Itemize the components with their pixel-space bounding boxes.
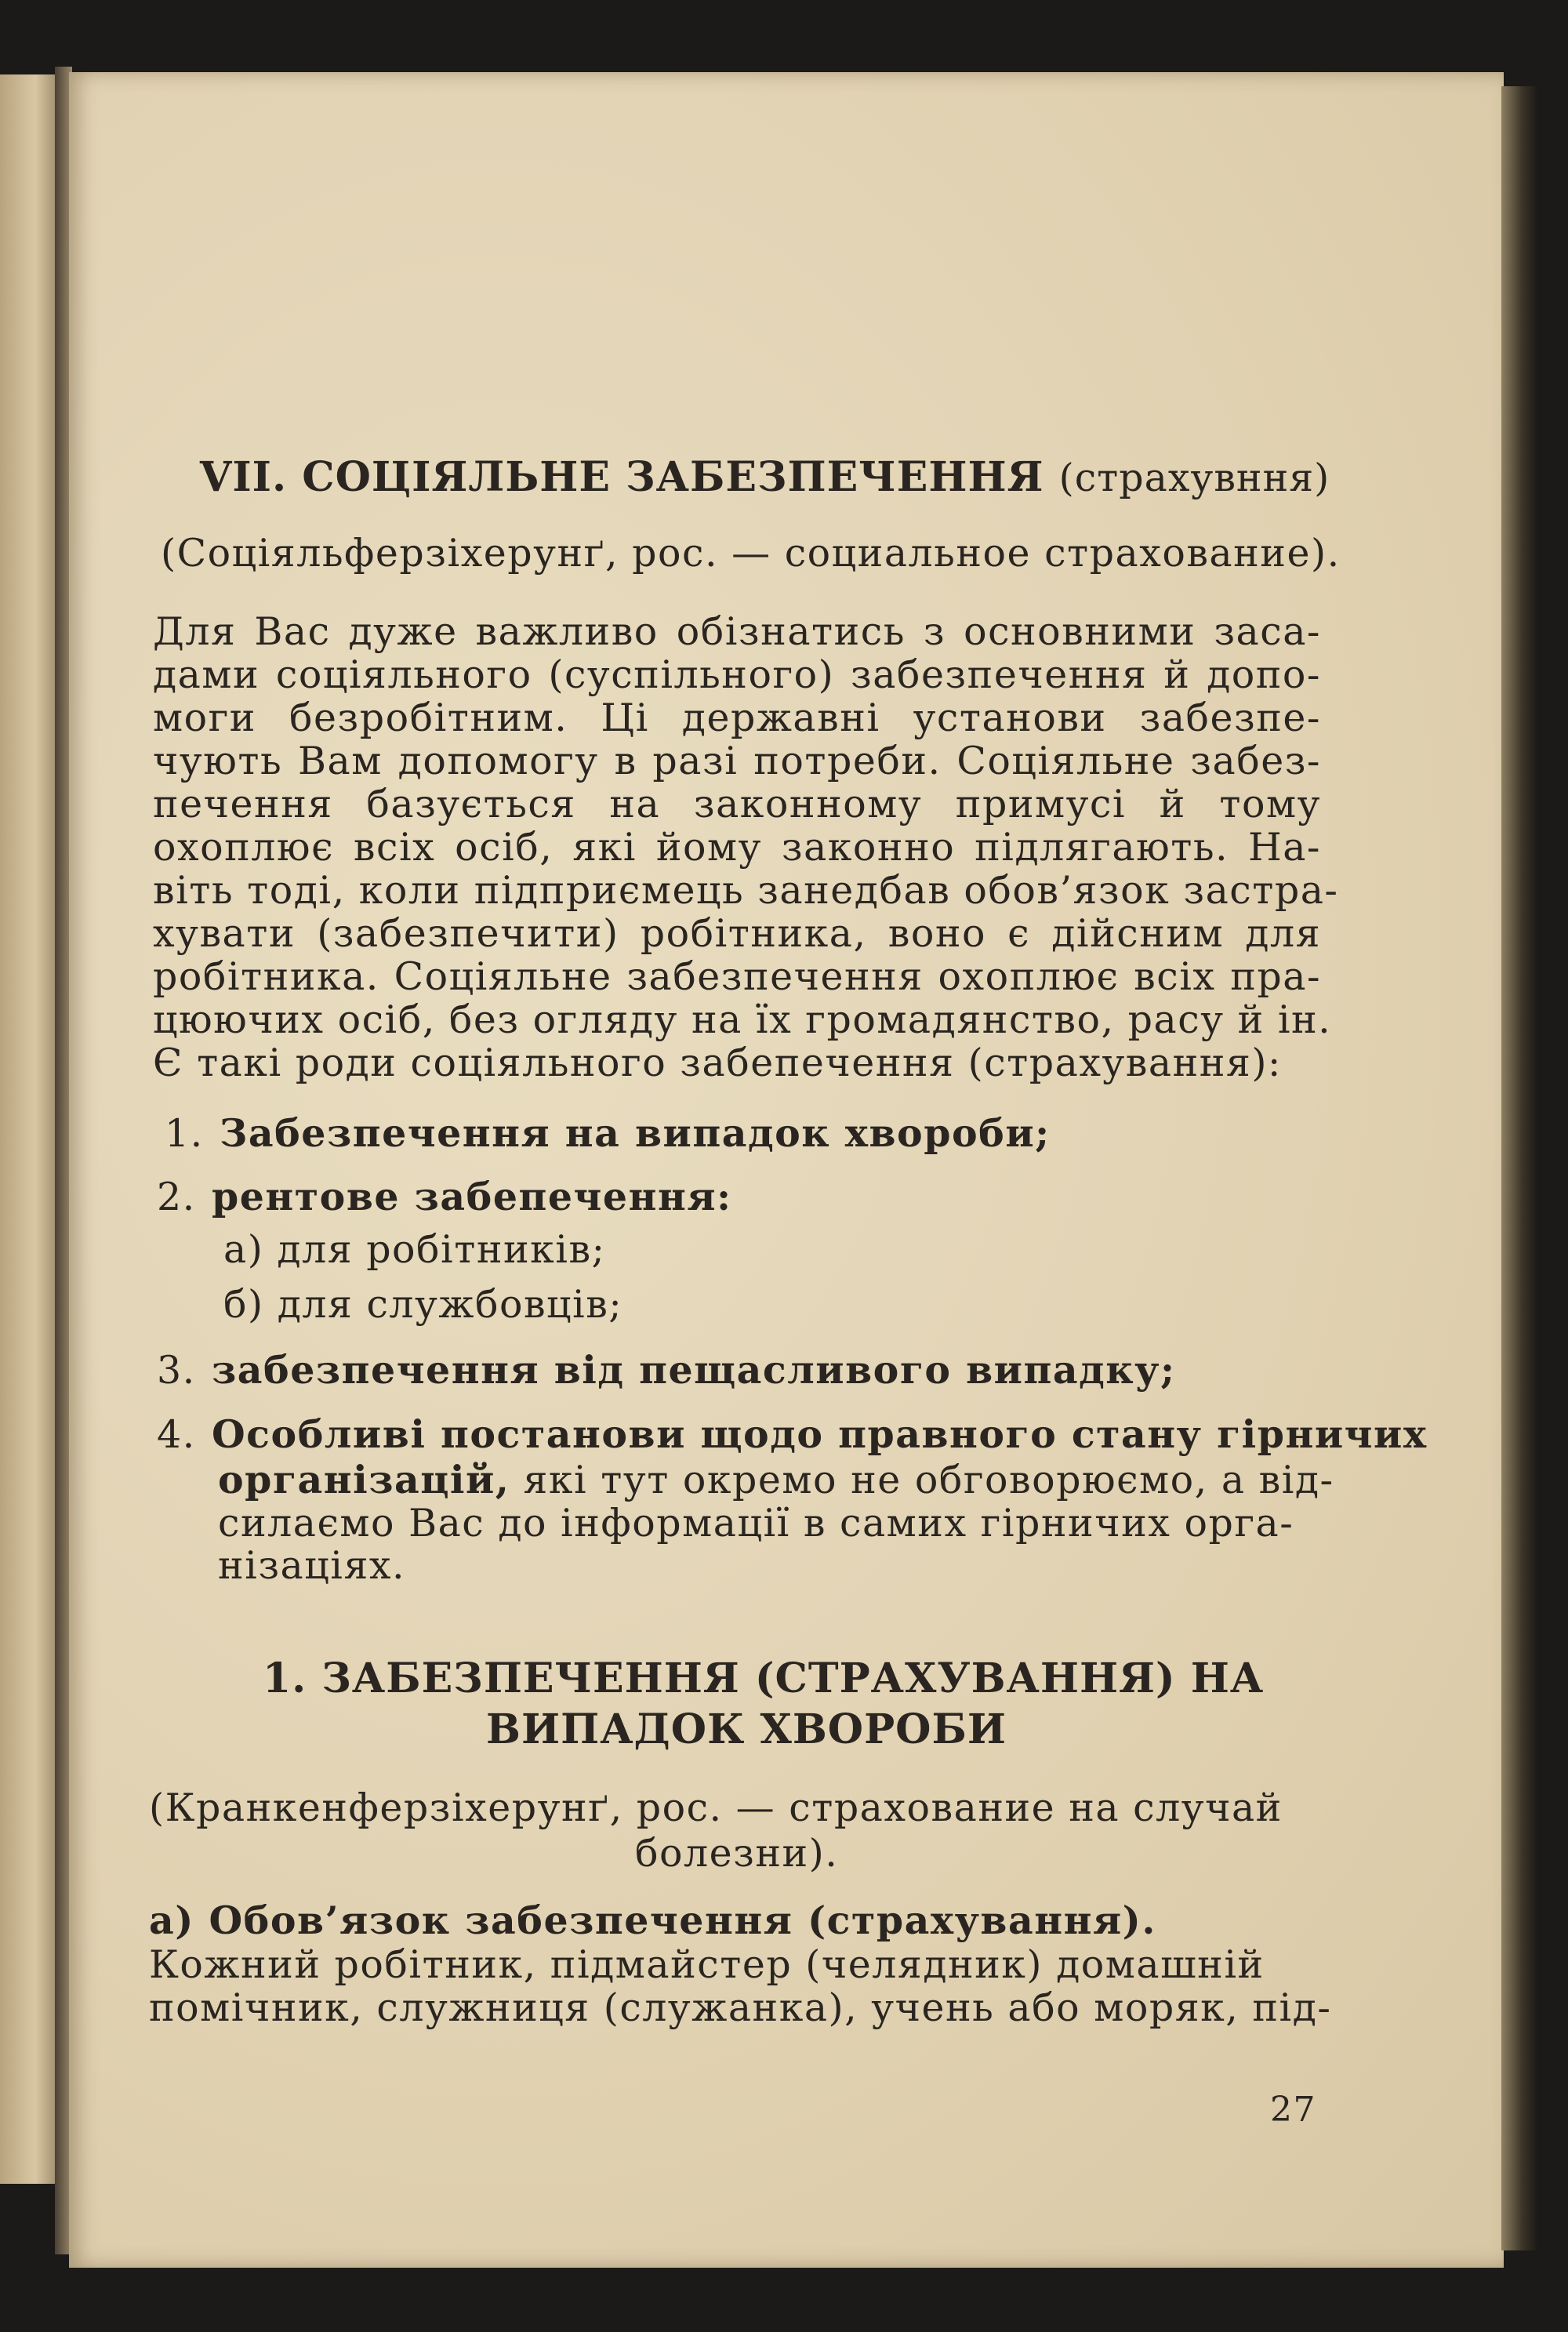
page-stack-edge — [1501, 86, 1537, 2250]
intro-line: хувати (забезпечити) робітника, воно є дійсним для — [153, 911, 1321, 956]
list-subitem: а) для робітників; — [223, 1227, 606, 1272]
list-item — [157, 1174, 732, 1219]
list-item — [157, 1411, 1428, 1457]
list-item-continuation — [218, 1457, 1334, 1502]
list-item — [157, 1347, 1176, 1393]
intro-line: дами соціяльного (суспільного) забезпечення й допо- — [153, 652, 1321, 697]
subsection-title: ВИПАДОК ХВОРОБИ — [486, 1705, 1007, 1753]
list-item-continuation: силаємо Вас до інформації в самих гірничих орга- — [218, 1501, 1294, 1546]
subsection-subtitle: (Кранкенферзіхерунґ, рос. — страхование на случай — [149, 1785, 1283, 1830]
list-item — [165, 1110, 1051, 1156]
intro-line: охоплює всіх осіб, які йому законно підлягають. На- — [153, 825, 1321, 870]
intro-line: Для Вас дуже важливо обізнатись з основними заса- — [153, 609, 1321, 654]
page-number: 27 — [1270, 2090, 1316, 2130]
list-item-continuation: нізаціях. — [218, 1543, 406, 1588]
intro-line: цюючих осіб, без огляду на їх громадянство, расу й ін. — [153, 997, 1332, 1042]
section-heading — [200, 453, 1330, 501]
section-title: СОЦІЯЛЬНЕ ЗАБЕЗПЕЧЕННЯ — [302, 453, 1044, 501]
section-number: VII. — [200, 453, 288, 501]
section-title-note: (страхувння) — [1058, 456, 1330, 500]
section-subtitle: (Соціяльферзіхерунґ, рос. — социальное страхование). — [161, 531, 1341, 576]
list-item-text: Забезпечення на випадок хвороби; — [220, 1110, 1051, 1156]
list-item-text: забезпечення від пещасливого випадку; — [212, 1347, 1176, 1393]
intro-paragraph — [153, 609, 1339, 1085]
list-item-text: які тут окремо не обговорюємо, а від- — [510, 1458, 1334, 1502]
intro-line: чують Вам допомогу в разі потреби. Соціяльне забез- — [153, 739, 1321, 783]
intro-line: віть тоді, коли підприємець занедбав обов’язок застра- — [153, 868, 1339, 913]
list-item-bold-part: організацій, — [218, 1457, 510, 1502]
intro-line: печення базується на законному примусі й тому — [153, 782, 1321, 826]
subsection-title: 1. ЗАБЕЗПЕЧЕННЯ (СТРАХУВАННЯ) НА — [263, 1655, 1265, 1702]
subsection-subtitle: болезни). — [635, 1831, 839, 1876]
list-subitem: б) для службовців; — [223, 1282, 623, 1327]
paragraph-line: помічник, служниця (служанка), учень або моряк, під- — [149, 1985, 1332, 2030]
list-item-number: 3. — [157, 1348, 196, 1393]
list-item-number: 4. — [157, 1412, 196, 1457]
list-item-number: 1. — [165, 1111, 204, 1156]
intro-line: робітника. Соціяльне забезпечення охоплює всіх пра- — [153, 954, 1321, 999]
list-item-number: 2. — [157, 1175, 196, 1219]
paragraph-line: Кожний робітник, підмайстер (челядник) домашній — [149, 1942, 1265, 1987]
paragraph-heading: а) Обов’язок забезпечення (страхування). — [149, 1898, 1156, 1943]
list-item-text: рентове забепечення: — [212, 1174, 732, 1219]
intro-line: моги безробітним. Ці державні установи забезпе- — [153, 696, 1321, 740]
intro-line: Є такі роди соціяльного забепечення (страхування): — [153, 1041, 1282, 1085]
list-item-text: Особливі постанови щодо правного стану гірничих — [212, 1411, 1428, 1457]
